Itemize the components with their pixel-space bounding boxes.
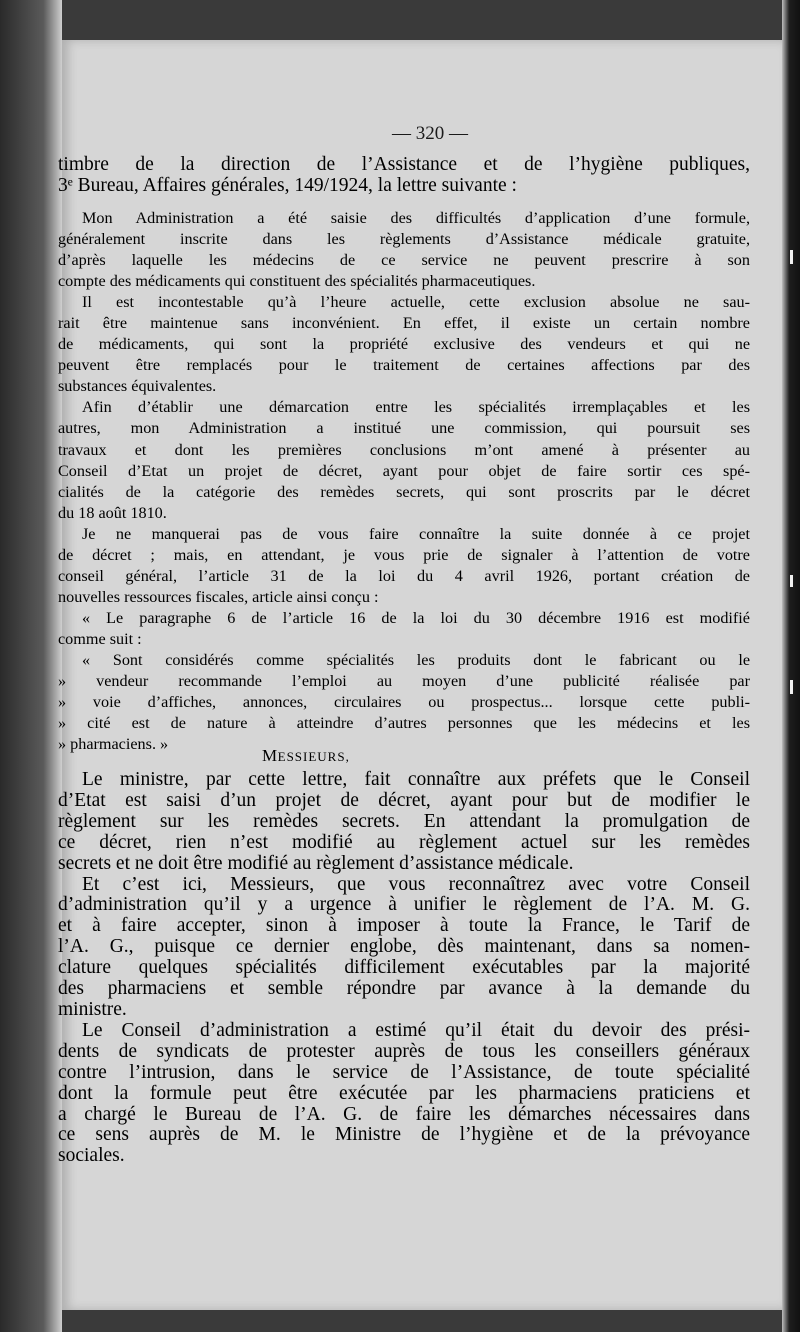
salutation-initial: M [262, 746, 278, 765]
text-line: contre l’intrusion, dans le service de l’Assistance, de toute spécialité [58, 1061, 750, 1083]
text-line: Le Conseil d’administration a estimé qu’il était du devoir des prési- [82, 1019, 750, 1041]
text-line: autres, mon Administration a institué une commission, qui poursuit ses [58, 419, 750, 438]
text-line: de médicaments, qui sont la propriété exclusive des vendeurs et qui ne [58, 335, 750, 354]
text-line: généralement inscrite dans les règlements d’Assistance médicale gratuite, [58, 230, 750, 249]
text-line: travaux et dont les premières conclusions m’ont amené à présenter au [58, 440, 750, 459]
text-line: conseil général, l’article 31 de la loi du 4 avril 1926, portant création de [58, 566, 750, 585]
text-line: 3ᵉ Bureau, Affaires générales, 149/1924, la lettre suivante : [58, 175, 517, 196]
text-line: substances équivalentes. [58, 377, 217, 396]
scan-right-edge [782, 0, 800, 1332]
text-line: ce décret, rien n’est modifié au règlement actuel sur les remèdes [58, 831, 750, 853]
text-line: ce sens auprès de M. le Ministre de l’hygiène et de la prévoyance [58, 1124, 750, 1146]
text-line: du 18 août 1810. [58, 503, 167, 522]
text-line: comme suit : [58, 629, 142, 648]
text-line: cialités de la catégorie des remèdes secrets, qui sont proscrits par le décret [58, 482, 750, 501]
text-line: d’après laquelle les médecins de ce service ne peuvent prescrire à son [58, 251, 750, 270]
text-line: d’administration qu’il y a urgence à unifier le règlement de l’A. M. G. [58, 894, 750, 916]
text-line: de décret ; mais, en attendant, je vous prie de signaler à l’attention de votre [58, 545, 750, 564]
text-line: nouvelles ressources fiscales, article ainsi conçu : [58, 587, 379, 606]
text-line: l’A. G., puisque ce dernier englobe, dès maintenant, dans sa nomen- [58, 936, 750, 958]
edge-mark [790, 680, 793, 694]
text-line: compte des médicaments qui constituent des spécialités pharmaceutiques. [58, 272, 536, 291]
text-line: » cité est de nature à atteindre d’autres personnes que les médecins et les [58, 714, 750, 733]
salutation-rest: ESSIEURS, [277, 749, 350, 764]
text-line: » vendeur recommande l’emploi au moyen d’une publicité réalisée par [58, 672, 750, 691]
edge-mark [790, 575, 793, 587]
page-number: — 320 — [392, 123, 468, 144]
text-line: Conseil d’Etat un projet de décret, ayant pour objet de faire sortir ces spé- [58, 461, 750, 480]
text-line: Mon Administration a été saisie des difficultés d’application d’une formule, [82, 209, 750, 227]
text-line: ministre. [58, 998, 127, 1020]
text-line: dont la formule peut être exécutée par les pharmaciens praticiens et [58, 1082, 750, 1104]
text-line: sociales. [58, 1145, 125, 1167]
text-line: « Le paragraphe 6 de l’article 16 de la loi du 30 décembre 1916 est modifié [82, 608, 750, 627]
text-line: d’Etat est saisi d’un projet de décret, ayant pour but de modifier le [58, 789, 750, 811]
text-line: « Sont considérés comme spécialités les produits dont le fabricant ou le [82, 650, 750, 669]
text-line: » pharmaciens. » [58, 735, 169, 754]
text-line: peuvent être remplacés pour le traitement de certaines affections par des [58, 356, 750, 375]
text-line: rait être maintenue sans inconvénient. En effet, il existe un certain nombre [58, 314, 750, 333]
text-line: » voie d’affiches, annonces, circulaires ou prospectus... lorsque cette publi- [58, 693, 750, 712]
text-line: dents de syndicats de protester auprès de tous les conseillers généraux [58, 1040, 750, 1062]
scan-left-margin [0, 0, 62, 1332]
text-line: Je ne manquerai pas de vous faire connaître la suite donnée à ce projet [82, 524, 750, 543]
text-line: Et c’est ici, Messieurs, que vous reconnaîtrez avec votre Conseil [82, 873, 750, 895]
text-line: secrets et ne doit être modifié au règlement d’assistance médicale. [58, 852, 574, 874]
text-line: Le ministre, par cette lettre, fait connaître aux préfets que le Conseil [82, 769, 750, 790]
text-line: et à faire accepter, sinon à imposer à toute la France, le Tarif de [58, 915, 750, 937]
text-line: Il est incontestable qu’à l’heure actuelle, cette exclusion absolue ne sau- [82, 293, 750, 312]
text-line: Afin d’établir une démarcation entre les spécialités irremplaçables et les [82, 398, 750, 417]
text-line: règlement sur les remèdes secrets. En attendant la promulgation de [58, 810, 750, 832]
intro-paragraph [58, 154, 750, 196]
quoted-letter [58, 208, 750, 755]
text-line: des pharmaciens et semble répondre par avance à la demande du [58, 978, 750, 1000]
conclusion-paragraphs [58, 770, 750, 1167]
text-line: a chargé le Bureau de l’A. G. de faire les démarches nécessaires dans [58, 1103, 750, 1125]
salutation [262, 746, 350, 766]
edge-mark [790, 250, 793, 264]
text-line: clature quelques spécialités difficilement exécutables par la majorité [58, 957, 750, 979]
text-line: timbre de la direction de l’Assistance et de l’hygiène publiques, [58, 154, 750, 175]
